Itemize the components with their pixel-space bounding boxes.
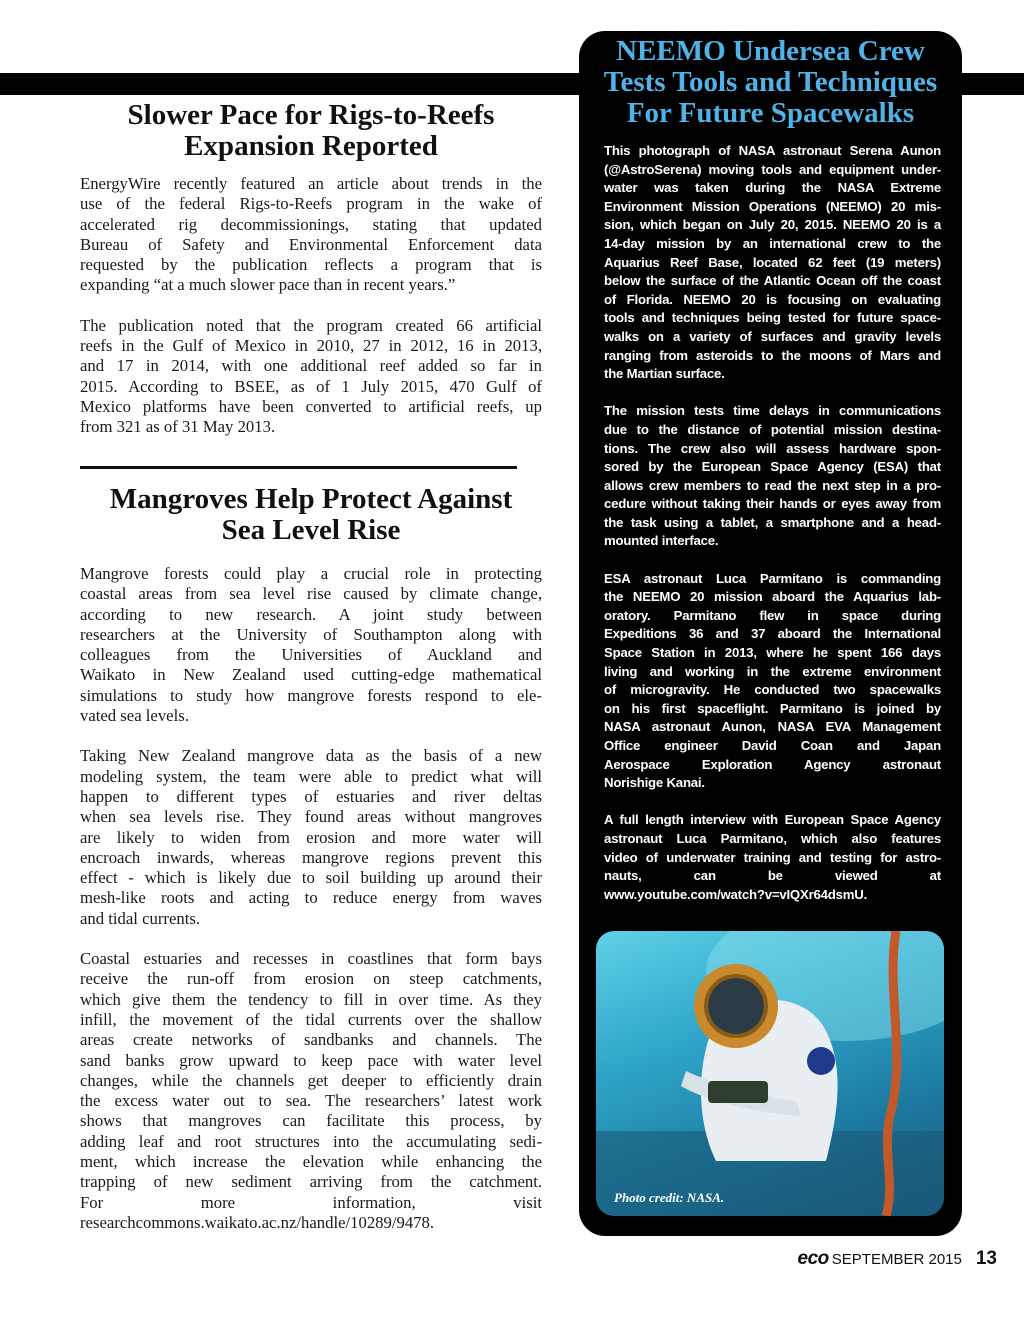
text-line: sion, which began on July 20, 2015. NEEMO 20 is a [604,217,941,233]
text-line: and 17 in 2014, with one additional reef added so far in [80,356,542,376]
text-line: on his first spaceflight. Parmitano is joined by [604,700,941,716]
text-line: according to new research. A joint study between [80,604,542,624]
text-line: ment, which increase the elevation while enhancing the [80,1152,542,1172]
text-line: Waikato in New Zealand used cutting-edge mathematical [80,665,542,685]
magazine-brand: eco [797,1248,829,1269]
sidebar-title [579,36,962,129]
text-line: video of underwater training and testing for astro- [604,849,941,865]
text-line: coastal areas from sea level rise caused by climate change, [80,584,542,604]
text-line: mesh-like roots and acting to reduce energy from waves [80,888,542,908]
astronaut-underwater-photo [596,931,944,1216]
text-line: tions. The crew also will assess hardware spon- [604,440,941,456]
text-line: which give them the tendency to fill in over time. As they [80,989,542,1009]
article2-paragraph [80,564,542,726]
text-line: researchcommons.waikato.ac.nz/handle/10289/9478. [80,1212,435,1232]
article2-title-line: Sea Level Rise [221,514,401,546]
text-line: walks on a variety of surfaces and gravity levels [604,328,941,344]
text-line: ranging from asteroids to the moons of Mars and [604,347,941,363]
text-line: infill, the movement of the tidal currents over the shallow [80,1009,542,1029]
article2-title [80,484,542,546]
text-line: The mission tests time delays in communications [604,403,941,419]
article1-title-line: Slower Pace for Rigs-to-Reefs [127,99,495,131]
text-line: vated sea levels. [80,706,189,726]
text-line: Mexico platforms have been converted to artificial reefs, up [80,396,542,416]
sidebar-paragraph [604,402,941,551]
text-line: Expeditions 36 and 37 aboard the International [604,626,941,642]
page-number: 13 [975,1248,997,1269]
text-line: the NEEMO 20 mission aboard the Aquarius lab- [604,589,941,605]
text-line: water was taken during the NASA Extreme [604,180,941,196]
article1-title-line: Expansion Reported [184,130,438,162]
text-line: the excess water out to sea. The researchers’ latest work [80,1091,542,1111]
text-line: oratory. Parmitano flew in space during [604,607,941,623]
text-line: EnergyWire recently featured an article about trends in the [80,174,542,193]
photo-illustration [596,931,944,1216]
text-line: when sea levels rise. They found areas without mangroves [80,807,542,827]
text-line: Taking New Zealand mangrove data as the basis of a new [80,746,542,766]
text-line: researchers at the University of Southampton along with [80,624,542,644]
text-line: Space Station in 2013, where he spent 166 days [604,645,941,661]
text-line: Environment Mission Operations (NEEMO) 20 mis- [604,198,941,214]
text-line: Aerospace Exploration Agency astronaut [604,756,941,772]
text-line: adding leaf and root structures into the accumulating sedi- [80,1131,542,1151]
sidebar-title-line: Tests Tools and Techniques [603,66,938,98]
text-line: from 321 as of 31 May 2013. [80,417,276,437]
photo-credit: Photo credit: NASA. [614,1190,725,1205]
text-line: This photograph of NASA astronaut Serena Aunon [604,143,941,158]
text-line: Coastal estuaries and recesses in coastlines that form bays [80,949,542,969]
text-line: Office engineer David Coan and Japan [604,738,941,753]
sidebar-paragraph [604,570,941,793]
text-line: happen to different types of estuaries and river deltas [80,786,542,806]
text-line: of microgravity. He conducted two spacewalks [604,682,941,698]
left-column-article2 [80,484,542,1233]
text-line: receive the run-off from erosion on steep catchments, [80,969,542,989]
text-line: sored by the European Space Agency (ESA) that [604,459,941,475]
text-line: nauts, can be viewed at [604,868,941,884]
text-line: Bureau of Safety and Environmental Enforcement data [80,234,542,254]
article2-title-line: Mangroves Help Protect Against [109,483,513,515]
text-line: effect - which is likely due to soil building up around their [80,868,542,888]
sidebar-title-line: NEEMO Undersea Crew [616,35,925,67]
nasa-patch [807,1047,835,1075]
text-line: colleagues from the Universities of Auckland and [80,645,542,665]
text-line: changes, while the channels get deeper to efficiently drain [80,1070,542,1090]
section-divider [80,466,517,469]
text-line: and tidal currents. [80,908,201,928]
text-line: expanding “at a much slower pace than in recent years.” [80,275,456,295]
text-line: www.youtube.com/watch?v=vIQXr64dsmU. [604,886,868,902]
text-line: The publication noted that the program created 66 artificial [80,315,542,335]
left-column [80,100,542,438]
text-line: modeling system, the team were able to predict what will [80,766,542,786]
article2-paragraph [80,949,542,1233]
text-line: 2015. According to BSEE, as of 1 July 2015, 470 Gulf of [80,376,542,396]
text-line: A full length interview with European Space Agency [604,812,941,828]
text-line: NASA astronaut Aunon, NASA EVA Management [604,719,941,735]
sidebar-body [604,142,941,923]
text-line: For more information, visit [80,1192,542,1212]
text-line: due to the distance of potential mission destina- [604,421,941,437]
text-line: simulations to study how mangrove forests respond to ele- [80,685,542,705]
text-line: areas create networks of sandbanks and channels. The [80,1030,542,1050]
text-line: ESA astronaut Luca Parmitano is commanding [604,570,941,586]
page-footer [798,1248,997,1270]
text-line: 14-day mission by an international crew to the [604,235,941,251]
text-line: encroach inwards, whereas mangrove regions prevent this [80,847,542,867]
article1-title [80,100,542,162]
text-line: Mangrove forests could play a crucial role in protecting [80,564,542,583]
text-line: tools and techniques being tested for future space- [604,310,941,326]
text-line: astronaut Luca Parmitano, which also features [604,830,941,846]
sidebar-paragraph [604,142,941,384]
text-line: sand banks grow upward to keep pace with water level [80,1050,542,1070]
sidebar-title-line: For Future Spacewalks [626,97,915,129]
text-line: (@AstroSerena) moving tools and equipment under- [604,161,941,177]
text-line: shows that mangroves can facilitate this process, by [80,1111,542,1131]
article2-paragraph [80,746,542,929]
text-line: the Martian surface. [604,366,725,382]
text-line: the task using a tablet, a smartphone and a head- [604,514,941,530]
text-line: cedure without taking their hands or eyes away from [604,496,941,512]
article1-paragraph [80,316,542,438]
text-line: of Florida. NEEMO 20 is focusing on evaluating [604,291,941,307]
sidebar-paragraph [604,811,941,904]
text-line: mounted interface. [604,533,719,549]
diver-gear [708,1081,768,1103]
text-line: trapping of new sediment arriving from the catchment. [80,1172,542,1192]
text-line: living and working in the extreme environment [604,663,941,679]
issue-date: SEPTEMBER 2015 [831,1251,962,1268]
text-line: requested by the publication reflects a program that is [80,255,542,275]
text-line: Norishige Kanai. [604,775,705,791]
helmet-visor [708,978,764,1034]
text-line: are likely to widen from erosion and more water will [80,827,542,847]
text-line: accelerated rig decommissionings, stating that updated [80,214,542,234]
article1-paragraph [80,174,542,296]
text-line: below the surface of the Atlantic Ocean off the coast [604,273,941,289]
text-line: use of the federal Rigs-to-Reefs program in the wake of [80,194,542,214]
text-line: Aquarius Reef Base, located 62 feet (19 meters) [604,254,941,270]
text-line: reefs in the Gulf of Mexico in 2010, 27 in 2012, 16 in 2013, [80,336,542,356]
text-line: allows crew members to read the next step in a pro- [604,477,941,493]
